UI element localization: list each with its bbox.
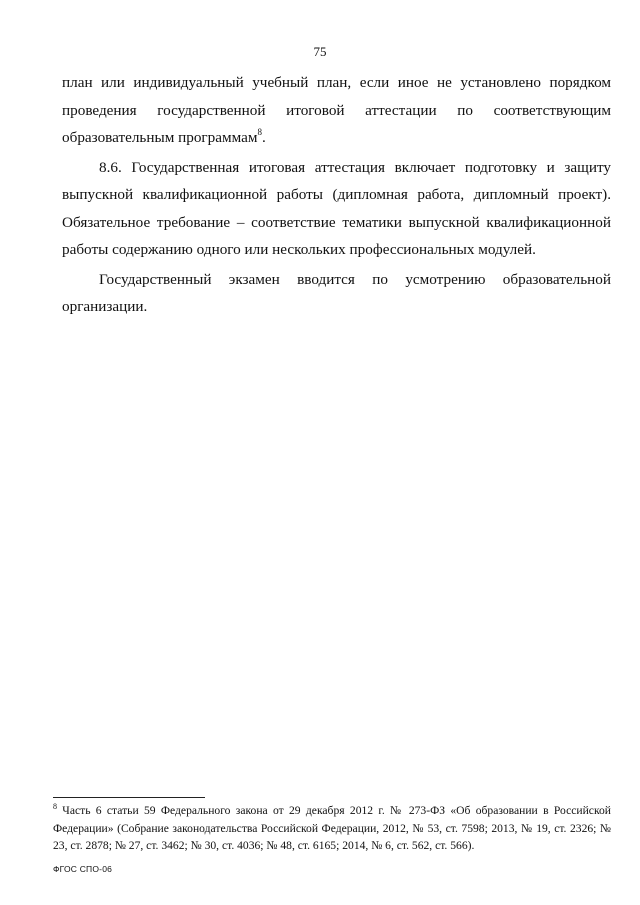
paragraph-continuation-text: план или индивидуальный учебный план, если иное не установлено порядком проведения государственной итоговой аттестации по соответствующим образовательным программам <box>62 74 611 146</box>
document-body <box>62 69 611 321</box>
paragraph-8-6: 8.6. Государственная итоговая аттестация включает подготовку и защиту выпускной квалификационной работы (дипломная работа, дипломный проект). Обязательное требование – соответствие тематики выпускной квалификационной работы содержанию одного или нескольких профессиональных модулей. <box>62 158 611 258</box>
paragraph-continuation-tail: . <box>261 129 266 146</box>
footnote-reference[interactable]: 8 <box>257 126 262 137</box>
paragraph-state-exam: Государственный экзамен вводится по усмотрению образовательной организации. <box>62 270 611 315</box>
paragraph-continuation <box>62 69 611 152</box>
footnote <box>53 802 611 855</box>
page-number: 75 <box>313 44 327 59</box>
document-code: ФГОС СПО-06 <box>53 864 113 874</box>
footnote-mark: 8 <box>53 802 57 812</box>
footnote-text: Часть 6 статьи 59 Федерального закона от 29 декабря 2012 г. № 273-ФЗ «Об образовании в Российской Федерации» (Собрание законодательства Российской Федерации, 2012, № 53, ст. 7598; 2013, № 19, ст. 2326; № 23, ст. 2878; № 27, ст. 3462; № 30, ст. 4036; № 48, ст. 6165; 2014, № 6, ст. 562, ст. 566). <box>53 804 611 852</box>
footnote-separator <box>53 797 205 798</box>
